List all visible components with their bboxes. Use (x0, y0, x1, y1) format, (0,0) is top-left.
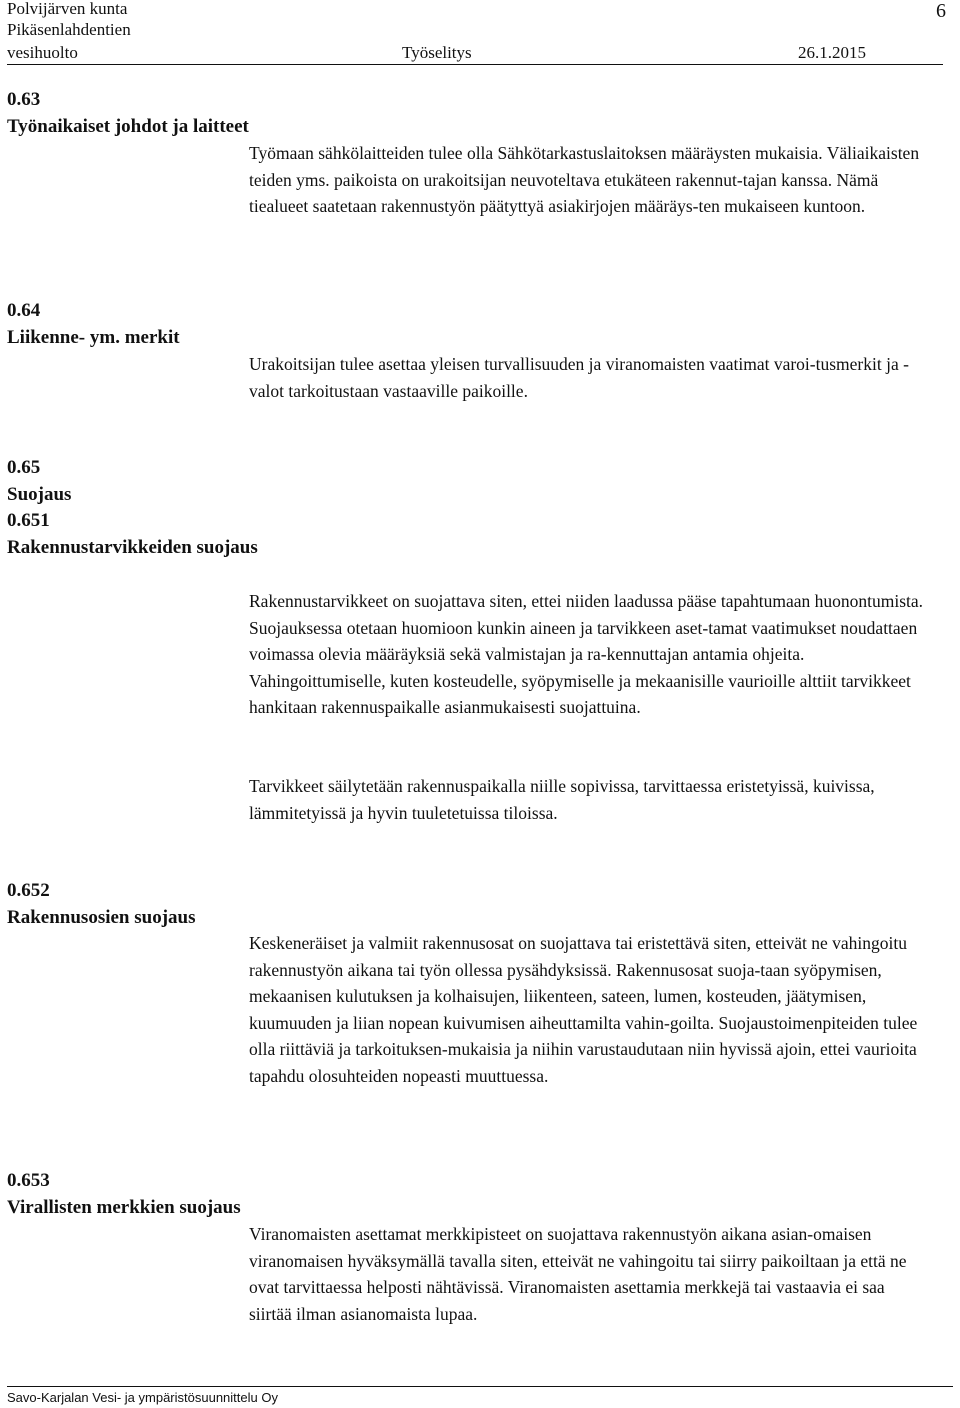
section-number-0651: 0.651 (7, 510, 50, 531)
section-title-0653: Virallisten merkkien suojaus (7, 1197, 241, 1218)
header-organization: Polvijärven kunta (7, 0, 128, 18)
header-rule (7, 43, 943, 65)
section-number-064: 0.64 (7, 300, 41, 321)
section-text-0651-a: Rakennustarvikkeet on suojattava siten, ettei niiden laadussa pääse tapahtumaan huonontumista. Suojauksessa otetaan huomioon kunkin aineen ja tarvikkeen aset-tamat vaatimukset noudattaen voimassa olevia määräyksiä sekä valmistajan ja ra-kennuttajan antamia ohjeita. Vahingoittumiselle, kuten kosteudelle, syöpymiselle ja mekaanisille vaurioille alttiit tarvikkeet hankitaan rakennuspaikalle asianmukaisesti suojattuina. (249, 591, 924, 717)
header-subject: vesihuolto (7, 43, 78, 62)
header-project: Pikäsenlahdentien (7, 20, 131, 39)
header-date: 26.1.2015 (798, 43, 866, 62)
page-number: 6 (936, 0, 946, 22)
section-title-064: Liikenne- ym. merkit (7, 327, 180, 348)
section-number-065: 0.65 (7, 457, 41, 478)
section-number-0653: 0.653 (7, 1170, 50, 1191)
section-title-0652: Rakennusosien suojaus (7, 907, 196, 928)
section-text-063: Työmaan sähkölaitteiden tulee olla Sähkötarkastuslaitoksen määräysten mukaisia. Väliaikaisten teiden yms. paikoista on urakoitsijan neuvoteltava etukäteen rakennut-tajan kanssa. Nämä tiealueet saatetaan rakennustyön päätyttyä asiakirjojen määräys-ten mukaiseen kuntoon. (249, 143, 920, 216)
header-document-type: Työselitys (402, 43, 472, 62)
section-number-063: 0.63 (7, 89, 41, 110)
section-text-064: Urakoitsijan tulee asettaa yleisen turvallisuuden ja viranomaisten vaatimat varoi-tusmerkit ja -valot tarkoitustaan vastaaville paikoille. (249, 354, 909, 401)
section-title-065: Suojaus (7, 484, 72, 505)
section-number-0652: 0.652 (7, 880, 50, 901)
section-title-063: Työnaikaiset johdot ja laitteet (7, 116, 249, 137)
section-title-0651: Rakennustarvikkeiden suojaus (7, 537, 258, 558)
footer-company: Savo-Karjalan Vesi- ja ympäristösuunnittelu Oy (7, 1386, 953, 1406)
section-text-0652: Keskeneräiset ja valmiit rakennusosat on suojattava tai eristettävä siten, etteivät ne vahingoitu rakennustyön aikana tai työn ollessa pysähdyksissä. Rakennusosat suoja-taan syöpymisen, mekaanisen kulutuksen ja kolhaisujen, liikenteen, sateen, lumen, kosteuden, jäätymisen, kuumuuden ja liian nopean kuivumisen aiheuttamilta vahin-goilta. Suojaustoimenpiteiden tulee olla riittäviä ja tarkoituksen-mukaisia ja niihin varustaudutaan niin hyvissä ajoin, ettei vaurioita tapahdu olosuhteiden nopeasti muuttuessa. (249, 933, 918, 1086)
section-text-0651-b: Tarvikkeet säilytetään rakennuspaikalla niille sopivissa, tarvittaessa eristetyissä, kuivissa, lämmitetyissä ja hyvin tuuletetuissa tiloissa. (249, 776, 875, 823)
section-text-0653: Viranomaisten asettamat merkkipisteet on suojattava rakennustyön aikana asian-omaisen viranomaisen hyväksymällä tavalla siten, etteivät ne vahingoitu tai siirry paikoiltaan ja että ne ovat tarvittaessa helposti nähtävissä. Viranomaisten asettamia merkkejä tai vastaavia ei saa siirtää ilman asianomaista lupaa. (249, 1224, 907, 1324)
